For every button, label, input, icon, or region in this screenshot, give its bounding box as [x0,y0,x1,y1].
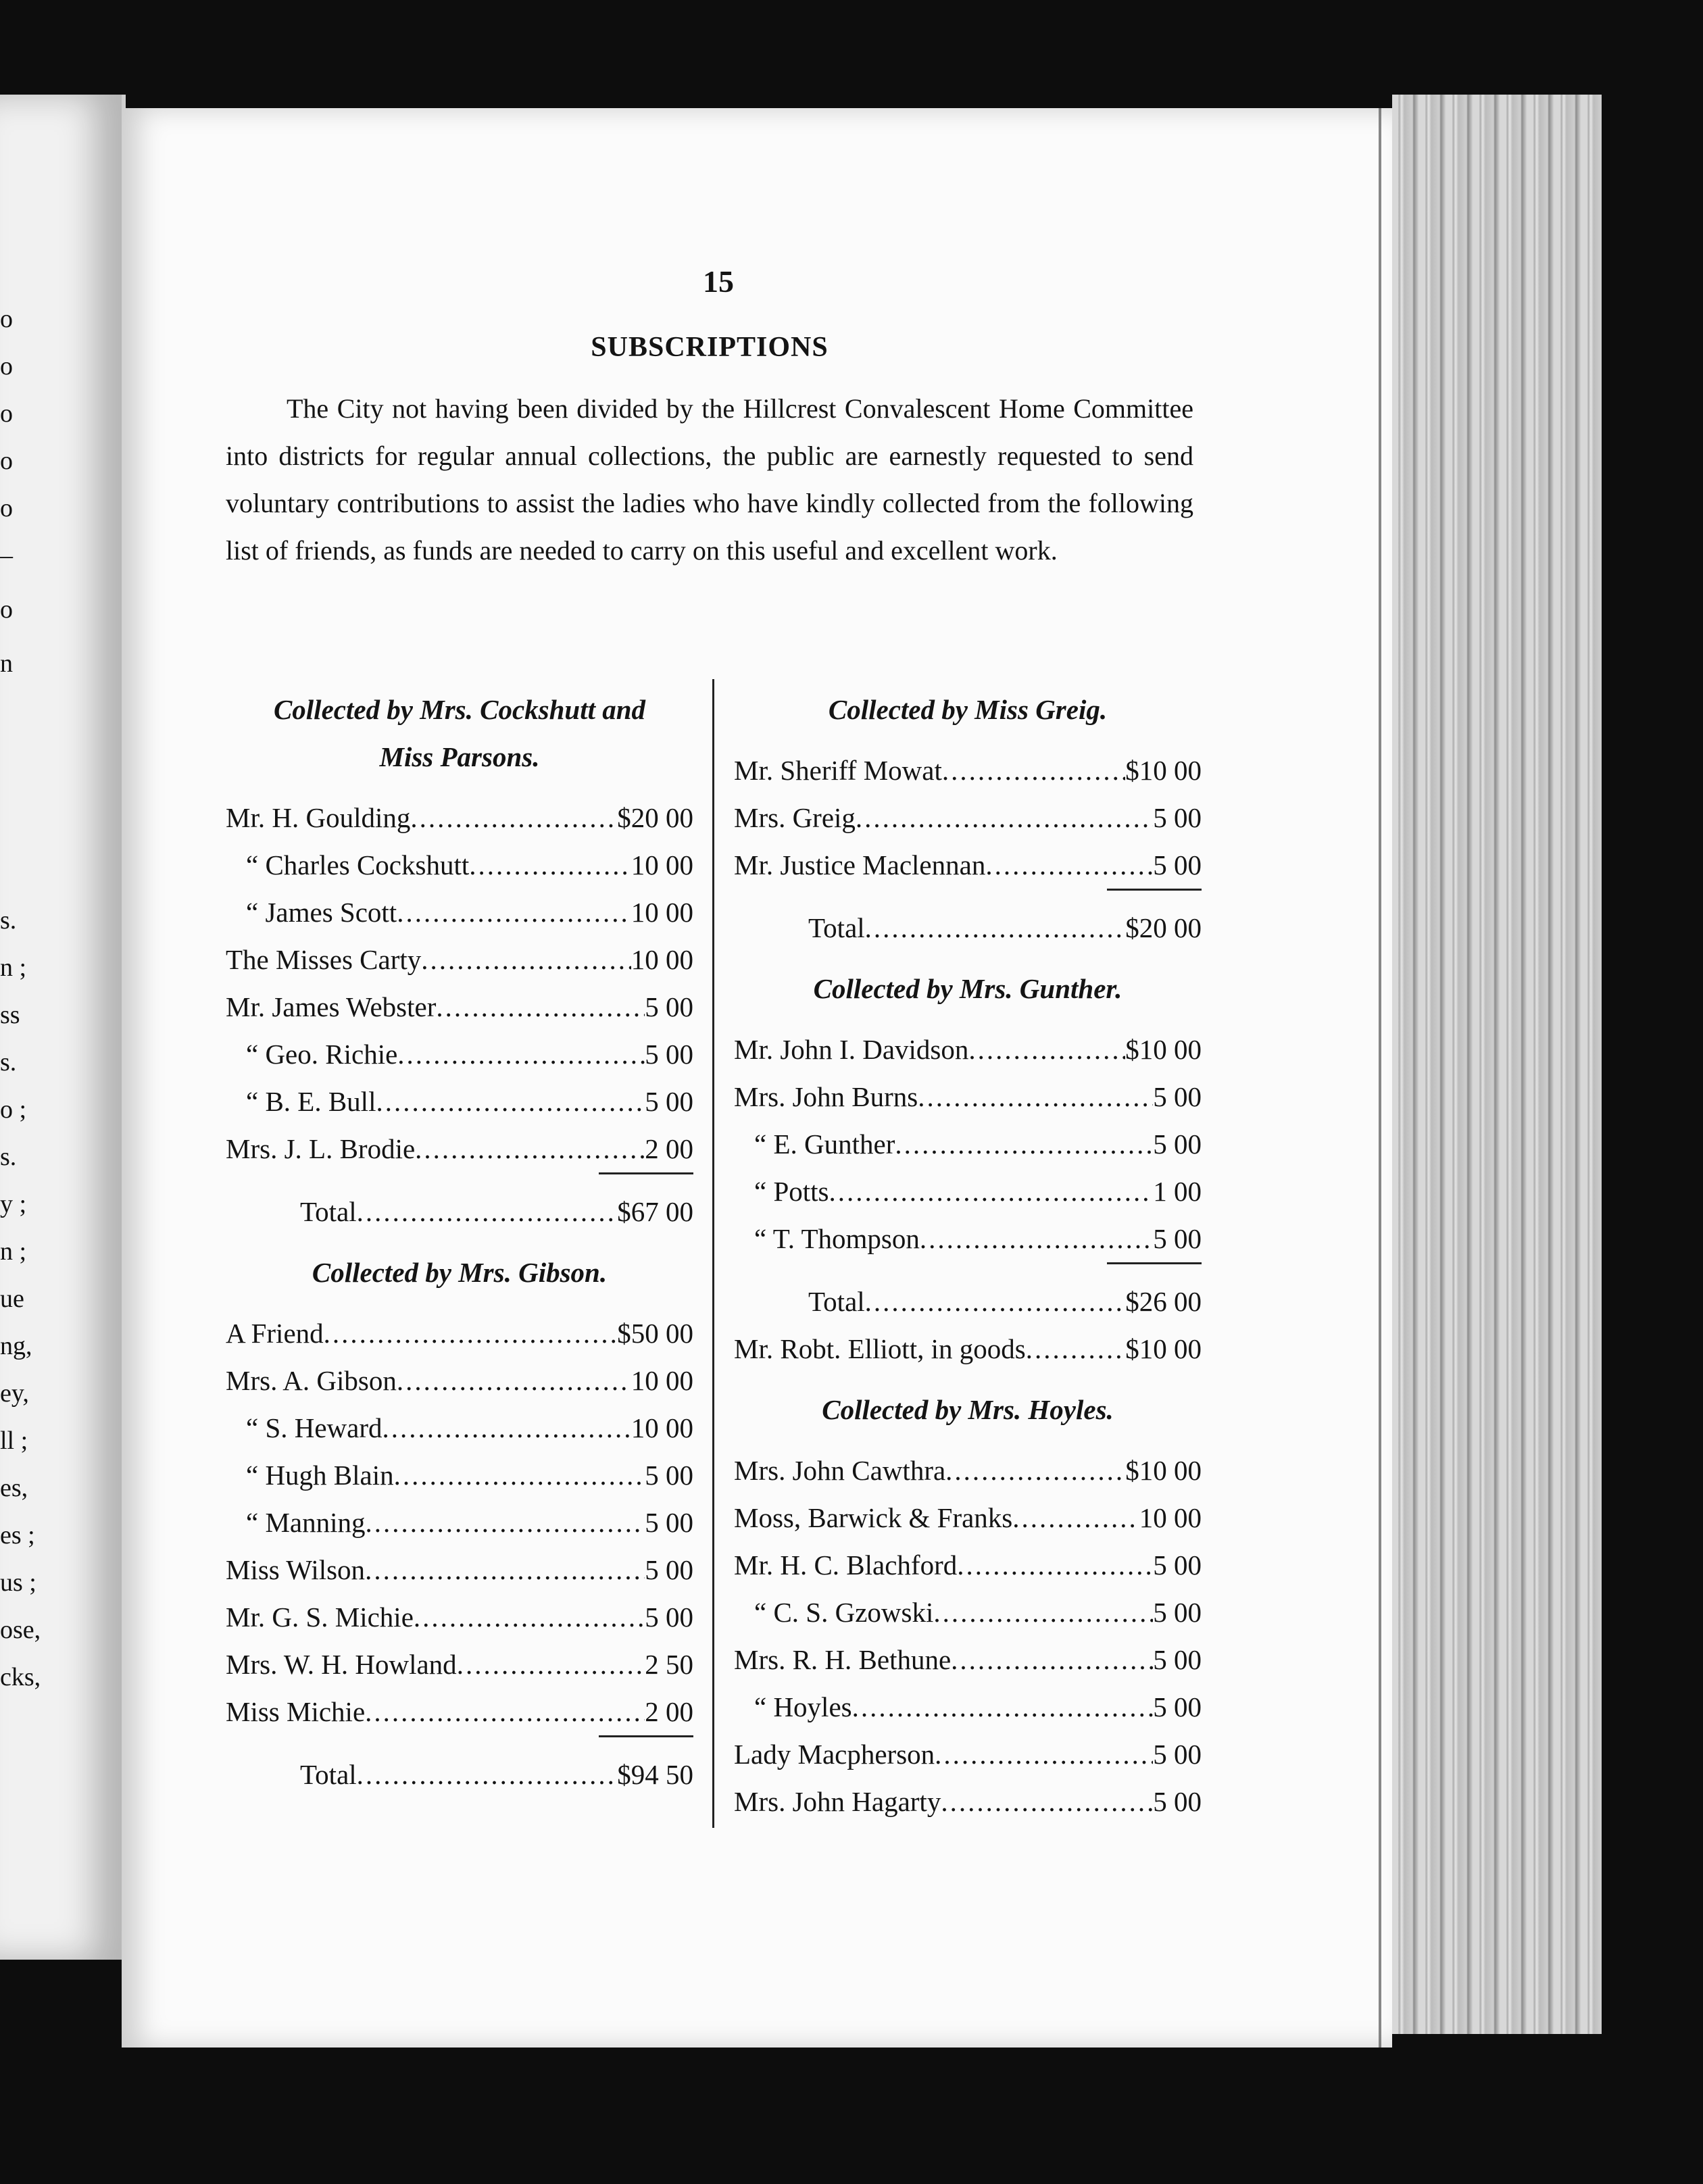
subscription-row [226,1688,693,1735]
subscription-amount: 2 00 [645,1696,693,1727]
leader-dots [865,904,1126,951]
subscriber-name: A Friend [226,1318,324,1349]
subscription-amount: 5 00 [645,991,693,1022]
subscription-amount: 5 00 [1153,1549,1202,1581]
facing-page-text-fragment: ll ; [0,1426,28,1455]
leader-dots [941,1778,1153,1825]
subscription-amount: 5 00 [1153,1223,1202,1254]
section-spacer [226,780,693,794]
leader-dots [365,1546,645,1593]
subscriber-name: Mrs. John Cawthra [734,1455,946,1486]
subscription-amount: $50 00 [617,1318,693,1349]
total-row [226,1188,693,1235]
page-number: 15 [703,264,734,299]
facing-page-text-fragment: o ; [0,1095,27,1124]
subscription-amount: $10 00 [1125,755,1202,786]
leader-dots [376,1078,645,1125]
subscription-amount: 5 00 [645,1086,693,1117]
leader-dots [324,1310,618,1357]
subscriber-name: Mrs. A. Gibson [226,1365,397,1396]
subscription-row [226,1451,693,1499]
subscriber-name: Mr. Sheriff Mowat [734,755,942,786]
section-spacer [226,1296,693,1310]
section-spacer [734,1433,1202,1447]
intro-text: The City not having been divided by the Hillcrest Convalescent Home Committee into districts for regular annual collections, the public are earnestly requested to send voluntary contributions to assist the ladies who have kindly collected from the following list of friends, as funds are needed to carry on this useful and excellent work. [226,393,1193,566]
total-rule [1107,1262,1202,1264]
subscription-amount: $10 00 [1125,1333,1202,1364]
facing-page-text-fragment: n ; [0,1237,27,1266]
section-spacer [734,1372,1202,1386]
subscription-amount: 10 00 [631,1365,693,1396]
subscription-row [226,1125,693,1172]
leader-dots [1012,1494,1139,1541]
subscriber-name: “ James Scott [246,897,397,928]
facing-page-text-fragment: o [0,352,13,380]
facing-page-text-fragment: es, [0,1474,28,1502]
subscriber-name: “ Charles Cockshutt [246,849,470,880]
subscriber-name: “ B. E. Bull [246,1086,376,1117]
section-header-continued: Miss Parsons. [379,741,540,772]
subscription-row [226,983,693,1031]
leader-dots [942,747,1125,794]
facing-page-text-fragment: es ; [0,1521,35,1549]
facing-page-text-fragment: o [0,595,13,624]
subscriber-name: “ T. Thompson [754,1223,920,1254]
section-header: Collected by Mrs. Gibson. [312,1257,608,1288]
subscription-row [226,1641,693,1688]
subscription-row [226,1404,693,1451]
leader-dots [918,1073,1153,1120]
column-divider [712,679,714,1828]
subscription-row [734,1778,1202,1825]
subscription-row [734,1120,1202,1168]
subscriber-name: “ Geo. Richie [246,1039,398,1070]
subscription-row [734,1589,1202,1636]
leader-dots [366,1499,645,1546]
facing-page-text-fragment: ss [0,1001,20,1029]
subscriber-name: “ E. Gunther [754,1128,895,1160]
total-amount: $67 00 [617,1196,693,1227]
total-label: Total [300,1759,357,1790]
subscription-amount: 5 00 [645,1460,693,1491]
total-row [226,1751,693,1798]
leader-dots [436,983,645,1031]
leader-dots [920,1215,1153,1262]
subscription-row [226,1031,693,1078]
page-title: SUBSCRIPTIONS [591,332,829,363]
total-label: Total [300,1196,357,1227]
subscriber-name: Mr. Robt. Elliott, in goods [734,1333,1026,1364]
subscriber-name: Mrs. John Hagarty [734,1786,941,1817]
subscription-row [226,794,693,841]
leader-dots [357,1188,618,1235]
section-spacer [226,1235,693,1249]
intro-paragraph [226,385,1193,574]
leader-dots [394,1451,645,1499]
facing-page-text-fragment: ey, [0,1379,29,1408]
subscription-amount: 5 00 [645,1554,693,1585]
subscription-amount: 5 00 [645,1507,693,1538]
leader-dots [935,1731,1153,1778]
subscription-amount: 5 00 [1153,849,1202,880]
subscriber-name: Mrs. Greig [734,802,856,833]
facing-page-text-fragment: ose, [0,1616,41,1644]
subscriber-name: Mrs. W. H. Howland [226,1649,457,1680]
leader-dots [856,794,1153,841]
subscriber-name: Mrs. John Burns [734,1081,918,1112]
section-spacer [734,733,1202,747]
subscription-amount: 10 00 [631,1412,693,1443]
subscription-row [734,1026,1202,1073]
facing-page-edge [0,95,126,1960]
subscription-row [734,1168,1202,1215]
subscription-row [226,889,693,936]
facing-page-text-fragment: o [0,447,13,475]
leader-dots [968,1026,1125,1073]
subscriber-name: “ Hugh Blain [246,1460,394,1491]
subscription-amount: 5 00 [1153,802,1202,833]
section-spacer [734,951,1202,965]
total-row [734,904,1202,951]
subscription-row [734,1683,1202,1731]
subscription-row [226,841,693,889]
subscription-amount: 5 00 [1153,1081,1202,1112]
total-label: Total [808,912,865,943]
facing-page-text-fragment: ue [0,1285,24,1313]
right-column [734,686,1202,1825]
leader-dots [933,1589,1153,1636]
facing-page-text-fragment: n [0,649,13,678]
subscription-row [226,1078,693,1125]
subscription-amount: 10 00 [1139,1502,1202,1533]
left-column [226,686,693,1798]
total-row [734,1278,1202,1325]
subscription-row [226,1593,693,1641]
subscription-row [226,1357,693,1404]
section-header: Collected by Mrs. Gunther. [813,973,1122,1004]
facing-page-text-fragment: o [0,399,13,428]
total-rule [599,1172,693,1174]
subscriber-name: Miss Wilson [226,1554,366,1585]
subscription-row [734,1073,1202,1120]
leader-dots [382,1404,631,1451]
facing-page-text-fragment: s. [0,906,17,935]
subscription-row [734,1494,1202,1541]
leader-dots [397,889,631,936]
leader-dots [957,1541,1153,1589]
leader-dots [414,1593,645,1641]
subscriber-name: Mrs. J. L. Brodie [226,1133,416,1164]
subscriber-name: “ S. Heward [246,1412,382,1443]
subscriber-name: “ C. S. Gzowski [754,1597,934,1628]
total-amount: $20 00 [1125,912,1202,943]
leader-dots [945,1447,1125,1494]
facing-page-text-fragment: ng, [0,1332,32,1360]
subscriber-name: Mr. H. Goulding [226,802,411,833]
leader-dots [985,841,1153,889]
leader-dots [397,1357,631,1404]
subscription-amount: $10 00 [1125,1455,1202,1486]
section-header: Collected by Mrs. Hoyles. [822,1394,1114,1425]
facing-page-text-fragment: cks, [0,1663,41,1691]
subscription-row [734,841,1202,889]
section-header: Collected by Mrs. Cockshutt and [273,694,646,725]
leader-dots [852,1683,1154,1731]
leader-dots [410,794,617,841]
subscriber-name: Mr. James Webster [226,991,437,1022]
subscriber-name: Mr. John I. Davidson [734,1034,969,1065]
page-fold-shadow [1379,108,1381,2048]
total-amount: $26 00 [1125,1286,1202,1317]
subscription-amount: 5 00 [645,1602,693,1633]
facing-page-text-fragment: n ; [0,953,27,982]
subscription-row [226,1546,693,1593]
subscription-row [734,1447,1202,1494]
subscription-amount: 5 00 [1153,1739,1202,1770]
section-spacer [734,1012,1202,1026]
total-rule [599,1735,693,1737]
subscription-amount: 5 00 [1153,1786,1202,1817]
subscription-amount: $20 00 [617,802,693,833]
leader-dots [895,1120,1153,1168]
leader-dots [415,1125,645,1172]
subscription-amount: 10 00 [631,849,693,880]
subscription-row [734,1541,1202,1589]
subscriber-name: Moss, Barwick & Franks [734,1502,1013,1533]
facing-page-text-fragment: – [0,541,13,570]
subscriber-name: “ Hoyles [754,1691,852,1722]
subscriber-name: Mr. G. S. Michie [226,1602,414,1633]
leader-dots [365,1688,645,1735]
subscription-row [734,1215,1202,1262]
facing-page-text-fragment: s. [0,1048,17,1076]
subscription-row [734,1325,1202,1372]
subscription-amount: 1 00 [1153,1176,1202,1207]
subscription-amount: 10 00 [631,897,693,928]
leader-dots [357,1751,618,1798]
facing-page-text-fragment: o [0,494,13,522]
total-label: Total [808,1286,865,1317]
subscription-amount: 2 50 [645,1649,693,1680]
leader-dots [469,841,631,889]
facing-page-text-fragment: y ; [0,1190,27,1218]
leader-dots [457,1641,645,1688]
subscriber-name: Miss Michie [226,1696,366,1727]
subscriber-name: Lady Macpherson [734,1739,935,1770]
section-header: Collected by Miss Greig. [828,694,1108,725]
subscription-row [734,1731,1202,1778]
subscriber-name: Mr. Justice Maclennan [734,849,986,880]
subscription-amount: $10 00 [1125,1034,1202,1065]
subscription-amount: 5 00 [1153,1644,1202,1675]
leader-dots [865,1278,1126,1325]
subscriber-name: Mr. H. C. Blachford [734,1549,958,1581]
leader-dots [397,1031,645,1078]
leader-dots [421,936,631,983]
total-rule [1107,889,1202,891]
leader-dots [951,1636,1153,1683]
subscription-row [734,1636,1202,1683]
book-page-edges [1392,95,1602,2034]
subscriber-name: Mrs. R. H. Bethune [734,1644,952,1675]
facing-page-text-fragment: s. [0,1143,17,1171]
leader-dots [1026,1325,1126,1372]
subscription-amount: 5 00 [1153,1597,1202,1628]
subscription-amount: 5 00 [1153,1691,1202,1722]
subscription-row [734,794,1202,841]
subscription-amount: 5 00 [645,1039,693,1070]
facing-page-text-fragment: us ; [0,1568,36,1597]
facing-page-text-fragment: o [0,305,13,333]
leader-dots [829,1168,1154,1215]
subscription-row [226,1310,693,1357]
subscription-row [226,936,693,983]
subscription-amount: 2 00 [645,1133,693,1164]
subscriber-name: “ Potts [754,1176,829,1207]
subscription-amount: 10 00 [631,944,693,975]
subscription-amount: 5 00 [1153,1128,1202,1160]
total-amount: $94 50 [617,1759,693,1790]
subscription-row [226,1499,693,1546]
subscriber-name: The Misses Carty [226,944,422,975]
subscription-row [734,747,1202,794]
subscriber-name: “ Manning [246,1507,366,1538]
